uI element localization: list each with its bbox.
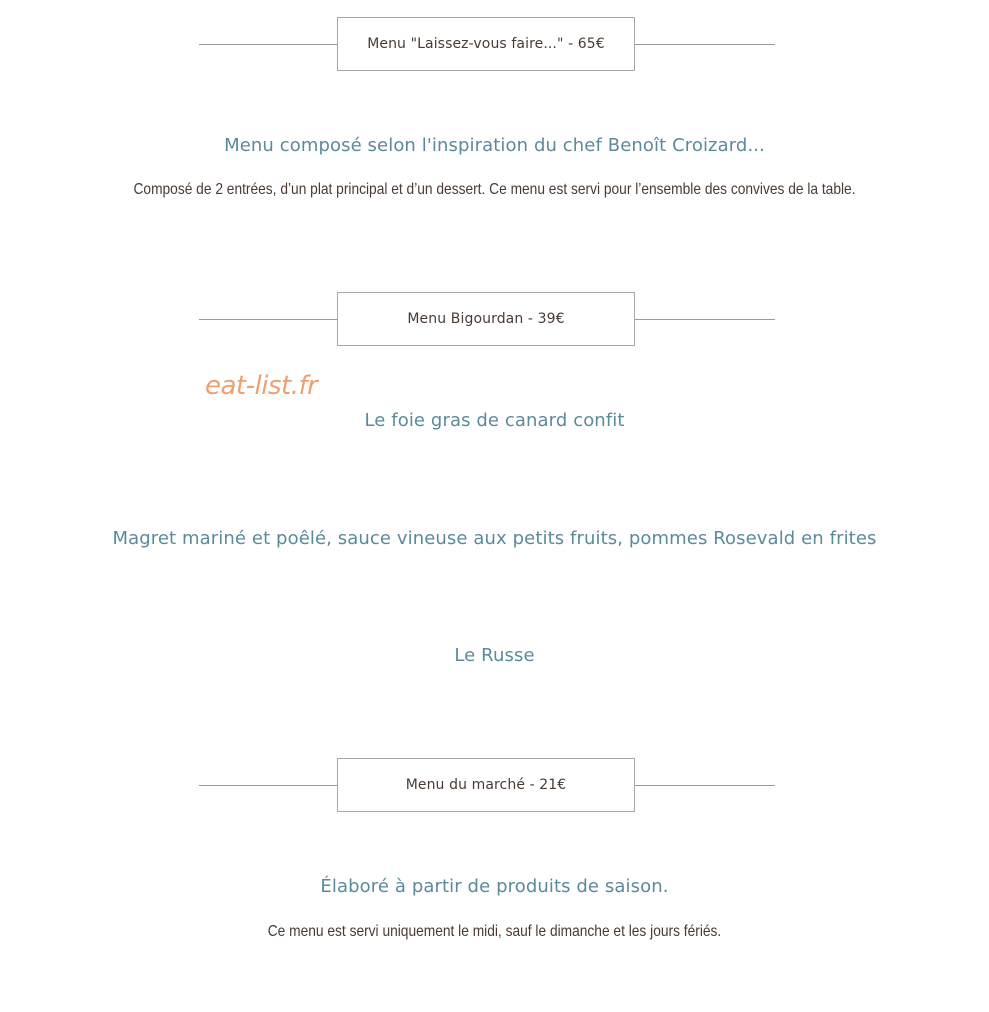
menu-title-box: [337, 758, 635, 812]
menu-description: Composé de 2 entrées, d’un plat principal et d’un dessert. Ce menu est servi pour l’ensemble des convives de la table.: [133, 181, 856, 198]
menu-title-box: [337, 292, 635, 346]
menu-title: Menu Bigourdan - 39€: [407, 311, 565, 327]
menu-subtitle: Menu composé selon l'inspiration du chef Benoît Croizard...: [224, 135, 765, 156]
menu-subtitle: Élaboré à partir de produits de saison.: [320, 876, 669, 897]
menu-description: Ce menu est servi uniquement le midi, sauf le dimanche et les jours fériés.: [267, 923, 722, 940]
menu-title: Menu "Laissez-vous faire..." - 65€: [367, 36, 605, 52]
watermark-logo: eat-list.fr: [205, 371, 318, 401]
menu-title: Menu du marché - 21€: [405, 777, 567, 793]
course-item: Le foie gras de canard confit: [364, 410, 625, 431]
menu-title-box: [337, 17, 635, 71]
course-item: Magret mariné et poêlé, sauce vineuse aux petits fruits, pommes Rosevald en frites: [112, 528, 877, 549]
course-item: Le Russe: [454, 645, 535, 666]
